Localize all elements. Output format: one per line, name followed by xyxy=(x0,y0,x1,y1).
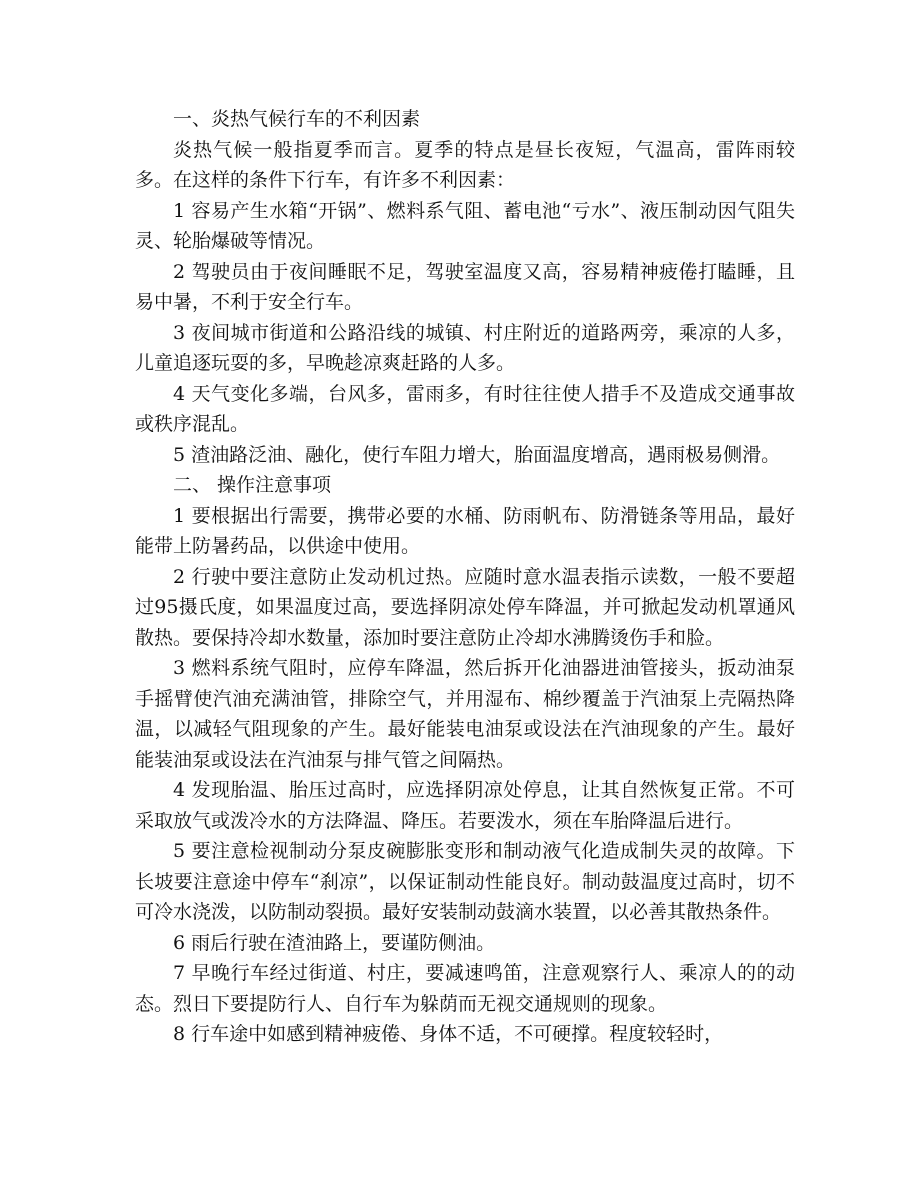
document-body xyxy=(135,104,795,1050)
section-heading-unfavorable-factors: 一、炎热气候行车的不利因素 xyxy=(173,108,421,130)
list-item: 7 早晚行车经过街道、村庄，要减速鸣笛，注意观察行人、乘凉人的的动态。烈日下要提防行人、自行车为躲荫而无视交通规则的现象。 xyxy=(135,962,795,1015)
list-item: 2 驾驶员由于夜间睡眠不足，驾驶室温度又高，容易精神疲倦打瞌睡，且易中暑，不利于安全行车。 xyxy=(135,260,795,313)
list-item: 5 渣油路泛油、融化，使行车阻力增大，胎面温度增高，遇雨极易侧滑。 xyxy=(173,443,781,466)
list-item: 4 天气变化多端，台风多，雷雨多，有时往往使人措手不及造成交通事故或秩序混乱。 xyxy=(135,382,795,435)
list-item: 2 行驶中要注意防止发动机过热。应随时意水温表指示读数，一般不要超过95摄氏度，如果温度过高，要选择阴凉处停车降温，并可掀起发动机罩通风散热。要保持冷却水数量，添加时要注意防止冷却水沸腾烫伤手和脸。 xyxy=(135,565,795,649)
section-heading-operation-notes: 二、 操作注意事项 xyxy=(173,474,332,496)
list-item: 6 雨后行驶在渣油路上，要谨防侧油。 xyxy=(173,931,496,954)
list-item: 4 发现胎温、胎压过高时，应选择阴凉处停息，让其自然恢复正常。不可采取放气或泼冷水的方法降温、降压。若要泼水，须在车胎降温后进行。 xyxy=(135,779,795,832)
list-item: 3 夜间城市街道和公路沿线的城镇、村庄附近的道路两旁，乘凉的人多，儿童追逐玩耍的多，早晚趁凉爽赶路的人多。 xyxy=(135,321,795,374)
list-item: 8 行车途中如感到精神疲倦、身体不适，不可硬撑。程度较轻时， xyxy=(173,1023,724,1045)
intro-paragraph: 炎热气候一般指夏季而言。夏季的特点是昼长夜短，气温高，雷阵雨较多。在这样的条件下行车，有许多不利因素： xyxy=(135,138,795,191)
list-item: 3 燃料系统气阻时，应停车降温，然后拆开化油器进油管接头，扳动油泵手摇臂使汽油充满油管，排除空气，并用湿布、棉纱覆盖于汽油泵上壳隔热降温，以减轻气阻现象的产生。最好能装电油泵或设法在汽油现象的产生。最好能装油泵或设法在汽油泵与排气管之间隔热。 xyxy=(135,657,795,771)
list-item: 1 容易产生水箱“开锅”、燃料系气阻、蓄电池“亏水”、液压制动因气阻失灵、轮胎爆破等情况。 xyxy=(135,199,795,252)
list-item: 1 要根据出行需要，携带必要的水桶、防雨帆布、防滑链条等用品，最好能带上防暑药品，以供途中使用。 xyxy=(135,504,795,557)
list-item: 5 要注意检视制动分泵皮碗膨胀变形和制动液气化造成制失灵的故障。下长坡要注意途中停车“刹凉”，以保证制动性能良好。制动鼓温度过高时，切不可冷水浇泼，以防制动裂损。最好安装制动鼓滴水装置，以必善其散热条件。 xyxy=(135,840,795,923)
